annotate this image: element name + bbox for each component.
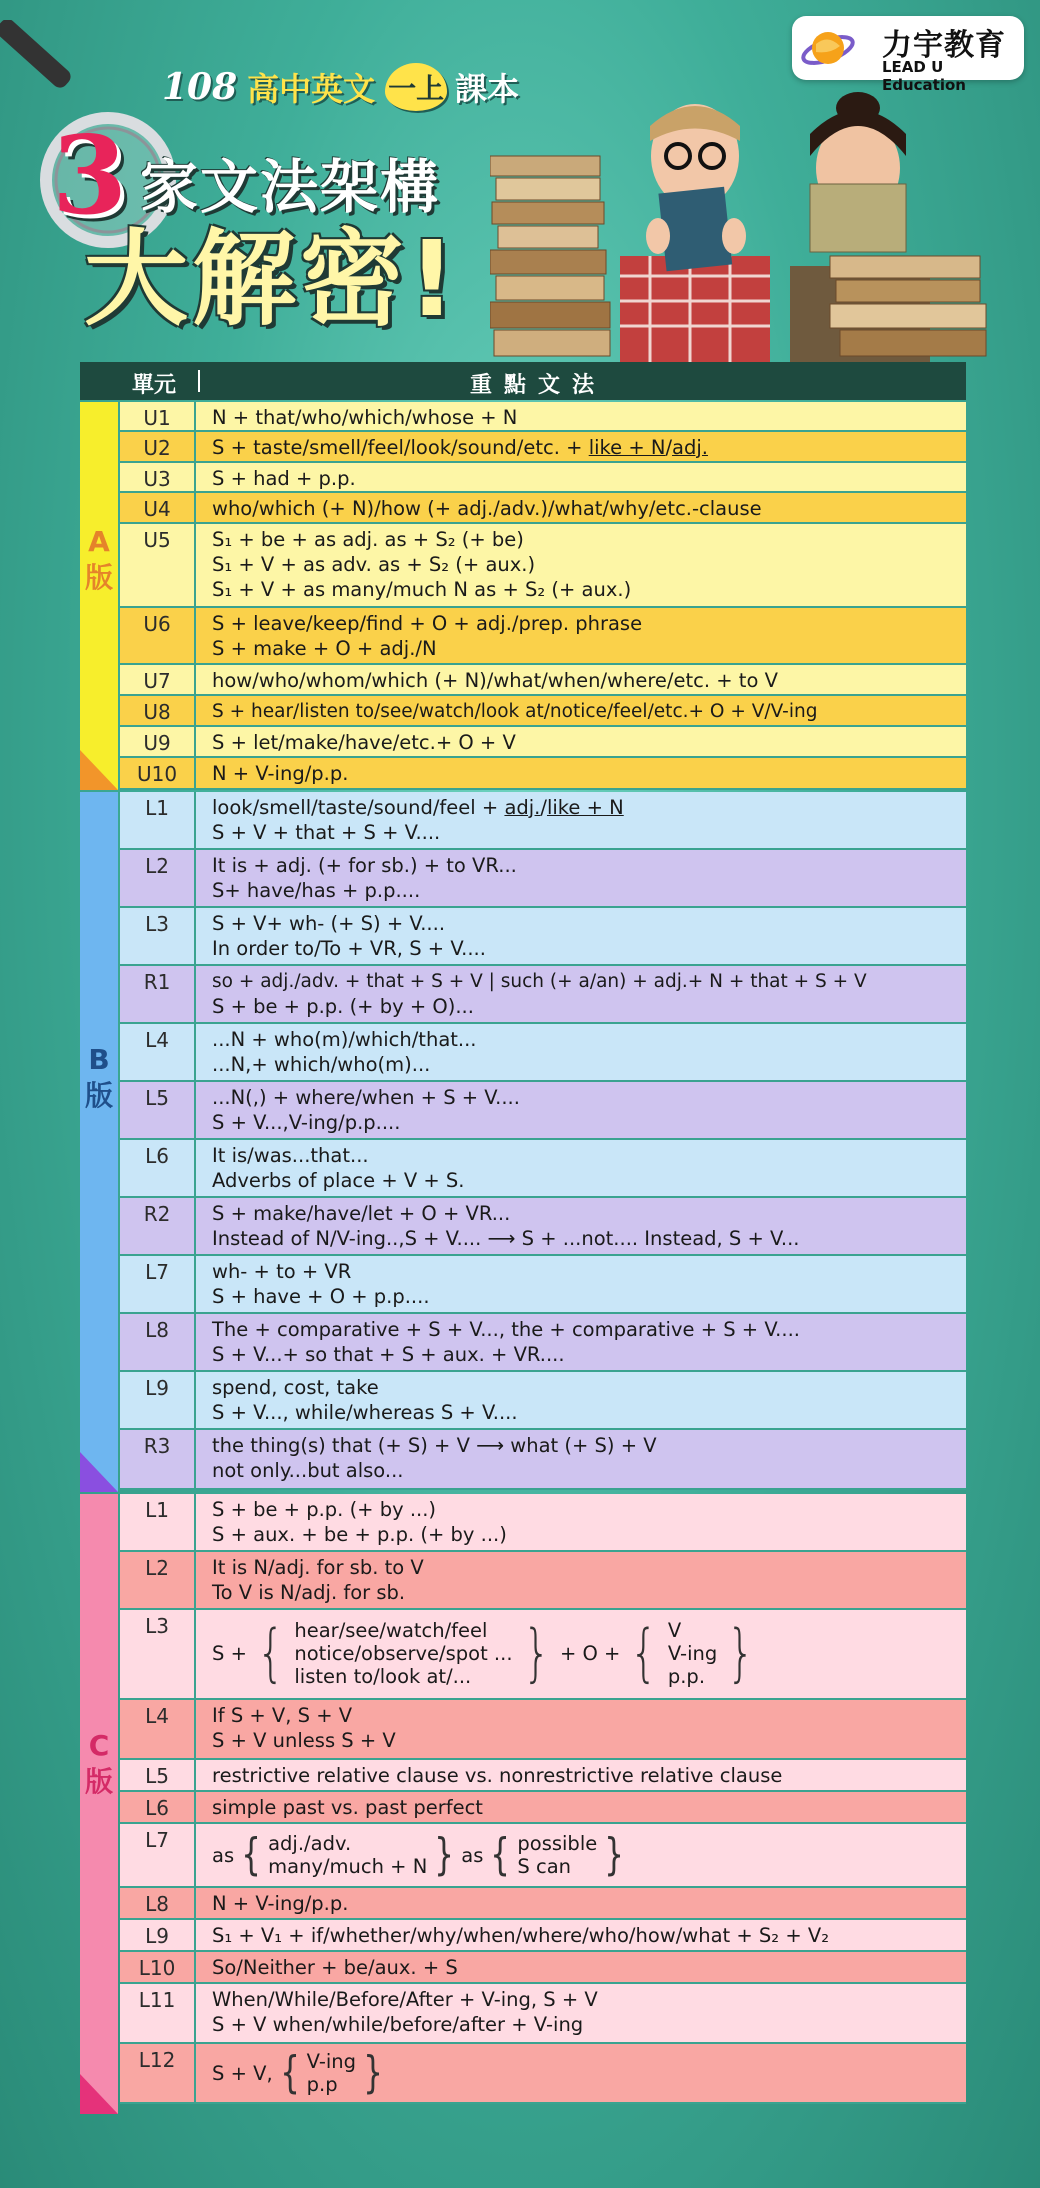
grammar-line: N + that/who/which/whose + N <box>212 406 518 429</box>
grammar-line: If S + V, S + V <box>212 1704 353 1727</box>
grammar-cell <box>196 966 966 1022</box>
grammar-line: S + V + that + S + V.... <box>212 821 441 844</box>
option-item: S can <box>517 1855 571 1878</box>
grammar-cell <box>196 402 966 430</box>
right-brace-icon: } <box>434 1829 455 1880</box>
section-a <box>80 402 966 790</box>
option-stack <box>517 1832 597 1878</box>
grammar-line: N + V-ing/p.p. <box>212 762 349 785</box>
grammar-text: S + V, <box>212 2061 273 2085</box>
version-word-b: 版 <box>84 1079 113 1112</box>
version-label-b <box>80 1042 118 1114</box>
grammar-line: S + V...,V-ing/p.p.... <box>212 1111 401 1134</box>
grammar-cell <box>196 1430 966 1488</box>
grammar-underlined: adj. <box>672 436 708 459</box>
brace-group <box>247 1616 560 1689</box>
unit-cell: L8 <box>120 1888 196 1918</box>
grammar-line <box>212 795 966 820</box>
grammar-cell <box>196 608 966 663</box>
unit-cell: L12 <box>120 2044 196 2102</box>
unit-cell: U7 <box>120 665 196 694</box>
grammar-cell <box>196 908 966 964</box>
grammar-line: S + V..., while/whereas S + V.... <box>212 1401 518 1424</box>
grammar-text: look/smell/taste/sound/feel + <box>212 796 505 819</box>
unit-cell: U10 <box>120 758 196 788</box>
unit-cell: L3 <box>120 1610 196 1698</box>
table-row <box>120 727 966 758</box>
brace-construct <box>212 1827 966 1883</box>
unit-cell: L8 <box>120 1314 196 1370</box>
unit-cell: L7 <box>120 1256 196 1312</box>
table-row <box>120 1314 966 1372</box>
grammar-line: S + make/have/let + O + VR... <box>212 1202 511 1225</box>
grammar-cell <box>196 1760 966 1790</box>
table-row <box>120 792 966 850</box>
subtitle-badge: 一上 <box>385 63 447 111</box>
grammar-line: In order to/To + VR, S + V.... <box>212 937 486 960</box>
unit-cell: U8 <box>120 696 196 725</box>
table-row <box>120 1552 966 1610</box>
globe-logo-icon <box>800 24 856 74</box>
grammar-line: When/While/Before/After + V-ing, S + V <box>212 1988 598 2011</box>
grammar-line: restrictive relative clause vs. nonrestrictive relative clause <box>212 1764 783 1787</box>
grammar-cell <box>196 1952 966 1982</box>
table-row <box>120 402 966 432</box>
grammar-line: S + make + O + adj./N <box>212 637 437 660</box>
section-c <box>80 1494 966 2114</box>
table-row <box>120 1198 966 1256</box>
grammar-text: as <box>461 1843 484 1867</box>
grammar-cell <box>196 1314 966 1370</box>
unit-cell: U2 <box>120 432 196 461</box>
unit-cell: L3 <box>120 908 196 964</box>
grammar-cell <box>196 850 966 906</box>
grammar-line: To V is N/adj. for sb. <box>212 1581 406 1604</box>
unit-cell: L10 <box>120 1952 196 1982</box>
brace-group <box>234 1829 461 1880</box>
section-b <box>80 792 966 1492</box>
right-brace-icon: } <box>363 2047 383 2098</box>
unit-cell: L11 <box>120 1984 196 2042</box>
table-row <box>120 1920 966 1952</box>
brace-group <box>483 1829 631 1880</box>
grammar-line: S + leave/keep/find + O + adj./prep. phrase <box>212 612 643 635</box>
table-row <box>120 432 966 463</box>
title-big-number: 3 <box>52 113 128 239</box>
book-stack-left-icon <box>490 156 610 356</box>
grammar-line: The + comparative + S + V..., the + comparative + S + V.... <box>212 1318 800 1341</box>
grammar-cell <box>196 1920 966 1950</box>
grammar-text: S + taste/smell/feel/look/sound/etc. + <box>212 436 589 459</box>
grammar-cell <box>196 1082 966 1138</box>
grammar-line: wh- + to + VR <box>212 1260 352 1283</box>
grammar-cell <box>196 696 966 725</box>
grammar-line: S + had + p.p. <box>212 467 356 490</box>
unit-cell: L4 <box>120 1024 196 1080</box>
table-header <box>80 362 966 400</box>
header-unit: 單元 <box>132 373 177 398</box>
unit-cell: L5 <box>120 1760 196 1790</box>
table-row <box>120 908 966 966</box>
grammar-line: S + have + O + p.p.... <box>212 1285 430 1308</box>
grammar-text: S + <box>212 1641 247 1665</box>
grammar-line: S + be + p.p. (+ by + O)... <box>212 995 474 1018</box>
version-corner-c <box>80 2074 118 2114</box>
table-row <box>120 1700 966 1760</box>
grammar-cell <box>196 2044 966 2102</box>
left-brace-icon: { <box>490 1829 511 1880</box>
header-divider <box>198 370 200 392</box>
left-brace-icon: { <box>241 1829 261 1880</box>
grammar-line: S₁ + be + as adj. as + S₂ (+ be) <box>212 528 524 551</box>
unit-cell: L7 <box>120 1824 196 1886</box>
unit-cell: L9 <box>120 1920 196 1950</box>
unit-cell: L1 <box>120 1494 196 1550</box>
option-stack <box>294 1619 512 1688</box>
table-row <box>120 1952 966 1984</box>
unit-cell: U4 <box>120 493 196 522</box>
rows-c <box>120 1494 966 2104</box>
unit-cell: U6 <box>120 608 196 663</box>
unit-cell: R2 <box>120 1198 196 1254</box>
option-item: V <box>667 1618 682 1642</box>
grammar-cell <box>196 1792 966 1822</box>
book-stack-right-icon <box>830 256 986 356</box>
left-brace-icon: { <box>279 2047 300 2098</box>
subtitle-year: 108 <box>162 66 238 108</box>
grammar-text: as <box>212 1843 235 1867</box>
version-corner-a <box>80 750 118 790</box>
brace-group <box>273 2047 390 2098</box>
grammar-cell <box>196 1552 966 1608</box>
table-row <box>120 850 966 908</box>
grammar-cell <box>196 432 966 461</box>
grammar-separator: / <box>540 796 547 819</box>
version-word-a: 版 <box>84 561 113 594</box>
option-item: adj./adv. <box>268 1832 352 1855</box>
unit-cell: L6 <box>120 1140 196 1196</box>
grammar-cell <box>196 524 966 606</box>
table-row <box>120 758 966 790</box>
grammar-text: + O + <box>559 1641 621 1665</box>
subtitle-text: 課本 <box>455 70 520 108</box>
right-brace-icon: } <box>522 1616 551 1689</box>
logo-chinese-name: 力宇教育 <box>882 28 1006 63</box>
table-row <box>120 463 966 493</box>
table-row <box>120 1824 966 1888</box>
grammar-cell <box>196 1256 966 1312</box>
left-brace-icon: { <box>256 1616 285 1689</box>
grammar-underlined: like + N <box>546 796 624 819</box>
table-row <box>120 1494 966 1552</box>
option-item: V-ing <box>667 1641 718 1665</box>
logo-english-name: LEAD U Education <box>882 58 966 94</box>
grammar-cell <box>196 792 966 848</box>
version-letter-a: A <box>88 525 110 558</box>
grammar-cell <box>196 1372 966 1428</box>
table-row <box>120 2044 966 2104</box>
grammar-line: S + hear/listen to/see/watch/look at/notice/feel/etc.+ O + V/V-ing <box>212 701 818 722</box>
grammar-line: S + V+ wh- (+ S) + V.... <box>212 912 446 935</box>
grammar-line: so + adj./adv. + that + S + V | such (+ a/an) + adj.+ N + that + S + V <box>212 971 867 992</box>
grammar-line: S+ have/has + p.p.... <box>212 879 421 902</box>
grammar-cell <box>196 1700 966 1758</box>
logo <box>792 16 1024 94</box>
table-row <box>120 1888 966 1920</box>
grammar-cell <box>196 493 966 522</box>
grammar-line: It is/was...that... <box>212 1144 369 1167</box>
grammar-line: N + V-ing/p.p. <box>212 1892 349 1915</box>
brace-construct <box>212 1613 966 1693</box>
table-row <box>120 696 966 727</box>
grammar-line <box>212 435 966 460</box>
version-corner-b <box>80 1452 118 1492</box>
reader-man-icon <box>620 104 770 366</box>
option-item: many/much + N <box>268 1855 428 1878</box>
table-row <box>120 493 966 524</box>
grammar-cell <box>196 1198 966 1254</box>
option-item: p.p <box>306 2073 338 2096</box>
grammar-line: Instead of N/V-ing..,S + V.... ⟶ S + ...not.... Instead, S + V... <box>212 1227 800 1250</box>
grammar-line: the thing(s) that (+ S) + V ⟶ what (+ S) + V <box>212 1434 657 1457</box>
option-item: hear/see/watch/feel <box>294 1618 488 1642</box>
grammar-line: S + V...+ so that + S + aux. + VR.... <box>212 1343 565 1366</box>
option-item: possible <box>517 1832 598 1855</box>
grammar-line: Adverbs of place + V + S. <box>212 1169 465 1192</box>
option-stack <box>268 1832 427 1878</box>
grammar-line: S + let/make/have/etc.+ O + V <box>212 731 516 754</box>
grammar-line: S₁ + V + as adv. as + S₂ (+ aux.) <box>212 553 536 576</box>
grammar-line: spend, cost, take <box>212 1376 379 1399</box>
grammar-line: S + V unless S + V <box>212 1729 396 1752</box>
table-row <box>120 1430 966 1490</box>
version-bar-c <box>80 1494 118 2114</box>
grammar-line: S + be + p.p. (+ by ...) <box>212 1498 437 1521</box>
right-brace-icon: } <box>727 1616 755 1689</box>
unit-cell: U5 <box>120 524 196 606</box>
table-row <box>120 665 966 696</box>
version-bar-b <box>80 792 118 1492</box>
table-row <box>120 1760 966 1792</box>
grammar-line: simple past vs. past perfect <box>212 1796 483 1819</box>
table-row <box>120 966 966 1024</box>
option-item: p.p. <box>667 1664 706 1688</box>
grammar-cell <box>196 1024 966 1080</box>
option-item: listen to/look at/... <box>294 1664 472 1688</box>
grammar-line: who/which (+ N)/how (+ adj./adv.)/what/why/etc.-clause <box>212 497 762 520</box>
version-word-c: 版 <box>84 1765 113 1798</box>
grammar-cell <box>196 665 966 694</box>
rows-b <box>120 792 966 1490</box>
table-row <box>120 1984 966 2044</box>
subtitle <box>162 62 519 112</box>
unit-cell: U3 <box>120 463 196 491</box>
grammar-cell <box>196 727 966 756</box>
option-stack <box>307 2050 356 2096</box>
option-stack <box>668 1619 717 1688</box>
grammar-line: It is N/adj. for sb. to V <box>212 1556 424 1579</box>
title-line-3: 大解密! <box>84 218 460 340</box>
table-row <box>120 608 966 665</box>
grammar-cell <box>196 758 966 788</box>
unit-cell: L6 <box>120 1792 196 1822</box>
grammar-cell <box>196 1888 966 1918</box>
grammar-line: ...N(,) + where/when + S + V.... <box>212 1086 520 1109</box>
rows-a <box>120 402 966 790</box>
unit-cell: R1 <box>120 966 196 1022</box>
grammar-underlined: like + N <box>588 436 666 459</box>
unit-cell: L4 <box>120 1700 196 1758</box>
grammar-line: It is + adj. (+ for sb.) + to VR... <box>212 854 517 877</box>
brace-construct <box>212 2047 966 2099</box>
unit-cell: U1 <box>120 402 196 430</box>
table-row <box>120 1792 966 1824</box>
unit-cell: L1 <box>120 792 196 848</box>
grammar-separator: / <box>665 436 673 459</box>
books-illustration <box>490 86 1000 366</box>
table-row <box>120 1140 966 1198</box>
grammar-line: S + V when/while/before/after + V-ing <box>212 2013 584 2036</box>
grammar-cell <box>196 1140 966 1196</box>
grammar-cell <box>196 1610 966 1698</box>
version-label-a <box>80 524 118 596</box>
header-grammar: 重點文法 <box>470 373 607 398</box>
table-row <box>120 524 966 608</box>
table-row <box>120 1024 966 1082</box>
version-label-c <box>80 1728 118 1800</box>
grammar-line: S + aux. + be + p.p. (+ by ...) <box>212 1523 507 1546</box>
grammar-line: ...N + who(m)/which/that... <box>212 1028 477 1051</box>
option-item: notice/observe/spot ... <box>294 1641 513 1665</box>
unit-cell: L2 <box>120 850 196 906</box>
unit-cell: U9 <box>120 727 196 756</box>
grammar-line: So/Neither + be/aux. + S <box>212 1956 458 1979</box>
table-row <box>120 1610 966 1700</box>
grammar-cell <box>196 1824 966 1886</box>
grammar-line: how/who/whom/which (+ N)/what/when/where/etc. + to V <box>212 669 778 692</box>
option-item: V-ing <box>306 2050 357 2073</box>
grammar-line: S₁ + V + as many/much N as + S₂ (+ aux.) <box>212 578 632 601</box>
unit-cell: L5 <box>120 1082 196 1138</box>
title-line-2: 家文法架構 <box>140 153 441 221</box>
table-row <box>120 1082 966 1140</box>
grammar-cell <box>196 1984 966 2042</box>
unit-cell: R3 <box>120 1430 196 1488</box>
grammar-cell <box>196 1494 966 1550</box>
version-letter-c: C <box>88 1729 110 1762</box>
grammar-line: not only...but also... <box>212 1459 404 1482</box>
right-brace-icon: } <box>604 1829 625 1880</box>
grammar-line: ...N,+ which/who(m)... <box>212 1053 431 1076</box>
unit-cell: L2 <box>120 1552 196 1608</box>
brace-group <box>620 1616 764 1689</box>
version-bar-a <box>80 402 118 790</box>
grammar-underlined: adj. <box>504 796 541 819</box>
table-row <box>120 1372 966 1430</box>
table-row <box>120 1256 966 1314</box>
left-brace-icon: { <box>630 1616 658 1689</box>
version-letter-b: B <box>88 1043 110 1076</box>
grammar-cell <box>196 463 966 491</box>
subtitle-course: 高中英文 <box>247 70 376 108</box>
unit-cell: L9 <box>120 1372 196 1428</box>
grammar-line: S₁ + V₁ + if/whether/why/when/where/who/how/what + S₂ + V₂ <box>212 1924 830 1947</box>
